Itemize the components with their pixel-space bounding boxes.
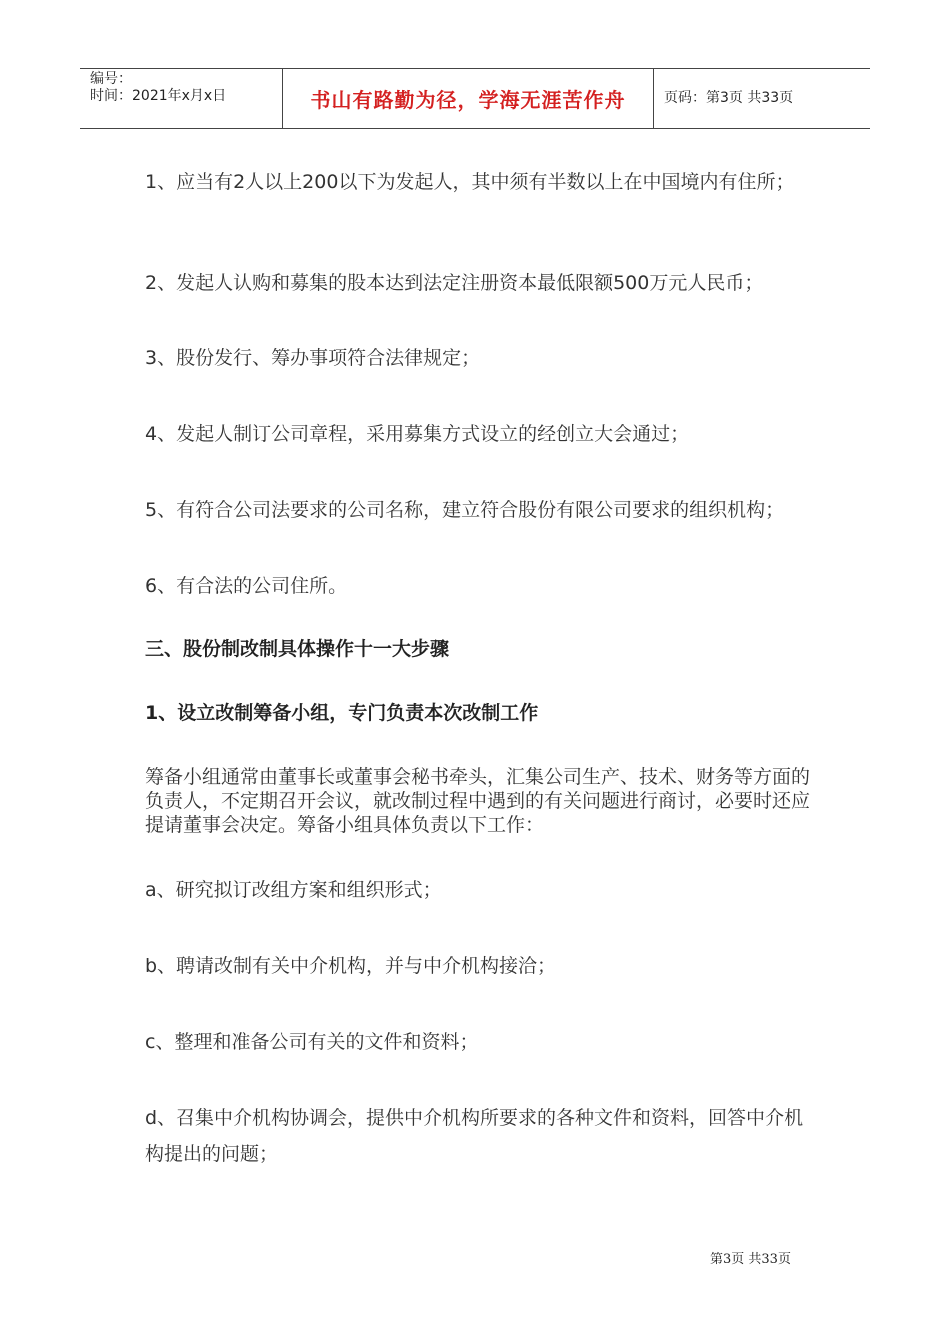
section-heading: 三、股份制改制具体操作十一大步骤	[145, 638, 450, 660]
document-id-label: 编号：	[90, 71, 132, 87]
header-meta-cell	[80, 69, 282, 128]
paragraph-4: 4、发起人制订公司章程，采用募集方式设立的经创立大会通过；	[145, 423, 690, 445]
document-date: 时间：2021年x月x日	[90, 88, 227, 104]
header-motto-cell	[282, 69, 654, 128]
header-page-cell	[654, 69, 870, 128]
paragraph-2: 2、发起人认购和募集的股本达到法定注册资本最低限额500万元人民币；	[145, 272, 764, 294]
page-header	[80, 68, 870, 129]
header-motto: 书山有路勤为径，学海无涯苦作舟	[310, 88, 626, 112]
list-item-a: a、研究拟订改组方案和组织形式；	[145, 879, 442, 901]
paragraph-1: 1、应当有2人以上200以下为发起人，其中须有半数以上在中国境内有住所；	[145, 171, 795, 193]
paragraph-5: 5、有符合公司法要求的公司名称，建立符合股份有限公司要求的组织机构；	[145, 499, 785, 521]
list-item-c: c、整理和准备公司有关的文件和资料；	[145, 1031, 479, 1053]
list-item-b: b、聘请改制有关中介机构，并与中介机构接洽；	[145, 955, 557, 977]
paragraph-description: 筹备小组通常由董事长或董事会秘书牵头，汇集公司生产、技术、财务等方面的负责人，不定期召开会议，就改制过程中遇到的有关问题进行商讨，必要时还应提请董事会决定。筹备小组具体负责以下工作：	[145, 766, 811, 836]
step-heading: 1、设立改制筹备小组，专门负责本次改制工作	[145, 702, 539, 724]
header-page-number: 页码：第3页 共33页	[664, 90, 794, 106]
list-item-d: d、召集中介机构协调会，提供中介机构所要求的各种文件和资料，回答中介机构提出的问题；	[145, 1107, 804, 1165]
paragraph-6: 6、有合法的公司住所。	[145, 575, 348, 597]
page-footer: 第3页 共33页	[710, 1252, 791, 1267]
paragraph-3: 3、股份发行、筹办事项符合法律规定；	[145, 347, 481, 369]
